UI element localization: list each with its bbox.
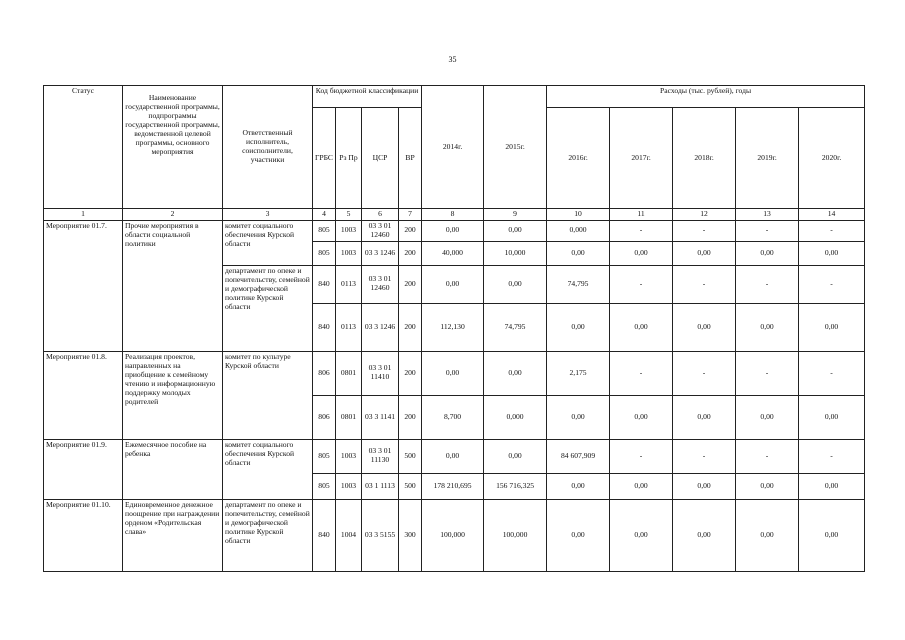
expense-value-cell: 178 210,695 bbox=[422, 473, 484, 499]
header-code: Код бюджетной классификации bbox=[313, 86, 422, 108]
expense-value-cell: - bbox=[799, 220, 865, 241]
rzpr-cell: 1003 bbox=[336, 439, 362, 473]
expense-value-cell: 0,00 bbox=[547, 473, 610, 499]
expense-value-cell: - bbox=[673, 439, 736, 473]
rzpr-cell: 1003 bbox=[336, 220, 362, 241]
executor-cell: комитет по культуре Курской области bbox=[223, 351, 313, 439]
column-number: 11 bbox=[610, 209, 673, 221]
vr-cell: 200 bbox=[399, 220, 422, 241]
expense-value-cell: 74,795 bbox=[484, 303, 547, 351]
header-year-2015: 2015г. bbox=[484, 86, 547, 209]
expense-value-cell: 0,00 bbox=[673, 499, 736, 571]
expense-value-cell: - bbox=[799, 439, 865, 473]
table-row bbox=[44, 220, 865, 241]
budget-table bbox=[43, 85, 865, 572]
grbs-cell: 806 bbox=[313, 395, 336, 439]
header-year-2020: 2020г. bbox=[799, 108, 865, 209]
csr-cell: 03 3 01 12460 bbox=[362, 220, 399, 241]
csr-cell: 03 3 01 11410 bbox=[362, 351, 399, 395]
expense-value-cell: 0,00 bbox=[799, 499, 865, 571]
expense-value-cell: 0,00 bbox=[422, 351, 484, 395]
expense-value-cell: 84 607,909 bbox=[547, 439, 610, 473]
header-year-2017: 2017г. bbox=[610, 108, 673, 209]
executor-cell: департамент по опеке и попечительству, семейной и демографической политике Курской области bbox=[223, 499, 313, 571]
expense-value-cell: 0,00 bbox=[422, 265, 484, 303]
grbs-cell: 805 bbox=[313, 241, 336, 265]
rzpr-cell: 1004 bbox=[336, 499, 362, 571]
column-number: 14 bbox=[799, 209, 865, 221]
grbs-cell: 805 bbox=[313, 473, 336, 499]
expense-value-cell: 0,00 bbox=[422, 439, 484, 473]
expense-value-cell: 0,00 bbox=[673, 241, 736, 265]
program-name-cell: Реализация проектов, направленных на приобщение к семейному чтению и информационную поддержку молодых родителей bbox=[123, 351, 223, 439]
header-vr: ВР bbox=[399, 108, 422, 209]
expense-value-cell: 0,00 bbox=[799, 241, 865, 265]
column-number: 4 bbox=[313, 209, 336, 221]
expense-value-cell: 0,000 bbox=[547, 220, 610, 241]
rzpr-cell: 0801 bbox=[336, 351, 362, 395]
program-name-cell: Единовременное денежное поощрение при награждении орденом «Родительская слава» bbox=[123, 499, 223, 571]
header-expenses: Расходы (тыс. рублей), годы bbox=[547, 86, 865, 108]
csr-cell: 03 3 5155 bbox=[362, 499, 399, 571]
expense-value-cell: 0,00 bbox=[673, 395, 736, 439]
grbs-cell: 840 bbox=[313, 499, 336, 571]
table-row bbox=[44, 439, 865, 473]
csr-cell: 03 3 01 11130 bbox=[362, 439, 399, 473]
vr-cell: 500 bbox=[399, 473, 422, 499]
rzpr-cell: 0113 bbox=[336, 265, 362, 303]
program-name-cell: Ежемесячное пособие на ребенка bbox=[123, 439, 223, 499]
table-row bbox=[44, 499, 865, 571]
vr-cell: 200 bbox=[399, 395, 422, 439]
rzpr-cell: 1003 bbox=[336, 241, 362, 265]
expense-value-cell: - bbox=[673, 220, 736, 241]
grbs-cell: 806 bbox=[313, 351, 336, 395]
expense-value-cell: 10,000 bbox=[484, 241, 547, 265]
expense-value-cell: 0,00 bbox=[799, 473, 865, 499]
expense-value-cell: - bbox=[799, 265, 865, 303]
header-grbs: ГРБС bbox=[313, 108, 336, 209]
expense-value-cell: 100,000 bbox=[422, 499, 484, 571]
expense-value-cell: 0,00 bbox=[799, 395, 865, 439]
vr-cell: 200 bbox=[399, 351, 422, 395]
expense-value-cell: 0,00 bbox=[547, 303, 610, 351]
header-year-2018: 2018г. bbox=[673, 108, 736, 209]
status-cell: Мероприятие 01.7. bbox=[44, 220, 123, 351]
expense-value-cell: 0,00 bbox=[610, 499, 673, 571]
grbs-cell: 840 bbox=[313, 303, 336, 351]
expense-value-cell: 0,00 bbox=[484, 351, 547, 395]
rzpr-cell: 0113 bbox=[336, 303, 362, 351]
expense-value-cell: - bbox=[610, 439, 673, 473]
csr-cell: 03 1 1113 bbox=[362, 473, 399, 499]
expense-value-cell: - bbox=[736, 265, 799, 303]
executor-cell: департамент по опеке и попечительству, семейной и демографической политике Курской области bbox=[223, 265, 313, 351]
column-number: 9 bbox=[484, 209, 547, 221]
expense-value-cell: 0,00 bbox=[736, 241, 799, 265]
grbs-cell: 840 bbox=[313, 265, 336, 303]
vr-cell: 200 bbox=[399, 303, 422, 351]
expense-value-cell: 0,00 bbox=[484, 220, 547, 241]
expense-value-cell: - bbox=[673, 265, 736, 303]
expense-value-cell: 0,00 bbox=[610, 241, 673, 265]
header-year-2014: 2014г. bbox=[422, 86, 484, 209]
column-number-row bbox=[44, 209, 865, 221]
status-cell: Мероприятие 01.9. bbox=[44, 439, 123, 499]
expense-value-cell: 0,00 bbox=[736, 473, 799, 499]
grbs-cell: 805 bbox=[313, 220, 336, 241]
expense-value-cell: - bbox=[673, 351, 736, 395]
expense-value-cell: - bbox=[610, 265, 673, 303]
table-row bbox=[44, 351, 865, 395]
expense-value-cell: 0,00 bbox=[484, 265, 547, 303]
expense-value-cell: - bbox=[610, 351, 673, 395]
expense-value-cell: 0,000 bbox=[484, 395, 547, 439]
column-number: 3 bbox=[223, 209, 313, 221]
expense-value-cell: 40,000 bbox=[422, 241, 484, 265]
csr-cell: 03 3 1141 bbox=[362, 395, 399, 439]
vr-cell: 300 bbox=[399, 499, 422, 571]
expense-value-cell: 2,175 bbox=[547, 351, 610, 395]
expense-value-cell: 0,00 bbox=[799, 303, 865, 351]
expense-value-cell: 0,00 bbox=[736, 303, 799, 351]
expense-value-cell: 112,130 bbox=[422, 303, 484, 351]
expense-value-cell: - bbox=[610, 220, 673, 241]
executor-cell: комитет социального обеспечения Курской области bbox=[223, 439, 313, 499]
vr-cell: 200 bbox=[399, 265, 422, 303]
header-status: Статус bbox=[44, 86, 123, 209]
column-number: 1 bbox=[44, 209, 123, 221]
expense-value-cell: - bbox=[736, 220, 799, 241]
status-cell: Мероприятие 01.10. bbox=[44, 499, 123, 571]
header-rzpr: Рз Пр bbox=[336, 108, 362, 209]
header-year-2019: 2019г. bbox=[736, 108, 799, 209]
expense-value-cell: 8,700 bbox=[422, 395, 484, 439]
expense-value-cell: - bbox=[736, 351, 799, 395]
rzpr-cell: 1003 bbox=[336, 473, 362, 499]
column-number: 10 bbox=[547, 209, 610, 221]
expense-value-cell: 0,00 bbox=[610, 395, 673, 439]
csr-cell: 03 3 01 12460 bbox=[362, 265, 399, 303]
expense-value-cell: 156 716,325 bbox=[484, 473, 547, 499]
expense-value-cell: 0,00 bbox=[547, 241, 610, 265]
expense-value-cell: 0,00 bbox=[673, 473, 736, 499]
expense-value-cell: 0,00 bbox=[610, 303, 673, 351]
rzpr-cell: 0801 bbox=[336, 395, 362, 439]
column-number: 13 bbox=[736, 209, 799, 221]
expense-value-cell: 0,00 bbox=[547, 499, 610, 571]
expense-value-cell: 0,00 bbox=[547, 395, 610, 439]
vr-cell: 500 bbox=[399, 439, 422, 473]
expense-value-cell: - bbox=[736, 439, 799, 473]
column-number: 5 bbox=[336, 209, 362, 221]
csr-cell: 03 3 1246 bbox=[362, 303, 399, 351]
expense-value-cell: 0,00 bbox=[673, 303, 736, 351]
vr-cell: 200 bbox=[399, 241, 422, 265]
grbs-cell: 805 bbox=[313, 439, 336, 473]
expense-value-cell: 100,000 bbox=[484, 499, 547, 571]
expense-value-cell: 0,00 bbox=[736, 499, 799, 571]
column-number: 8 bbox=[422, 209, 484, 221]
expense-value-cell: 0,00 bbox=[422, 220, 484, 241]
executor-cell: комитет социального обеспечения Курской области bbox=[223, 220, 313, 265]
column-number: 6 bbox=[362, 209, 399, 221]
expense-value-cell: 0,00 bbox=[484, 439, 547, 473]
page-number: 35 bbox=[448, 55, 457, 64]
column-number: 7 bbox=[399, 209, 422, 221]
header-year-2016: 2016г. bbox=[547, 108, 610, 209]
header-csr: ЦСР bbox=[362, 108, 399, 209]
expense-value-cell: 0,00 bbox=[610, 473, 673, 499]
expense-value-cell: - bbox=[799, 351, 865, 395]
expense-value-cell: 0,00 bbox=[736, 395, 799, 439]
program-name-cell: Прочие мероприятия в области социальной политики bbox=[123, 220, 223, 351]
column-number: 12 bbox=[673, 209, 736, 221]
column-number: 2 bbox=[123, 209, 223, 221]
csr-cell: 03 3 1246 bbox=[362, 241, 399, 265]
header-name: Наименование государственной программы, подпрограммы государственной программы, ведомственной целевой программы, основного мероприятия bbox=[123, 86, 223, 209]
expense-value-cell: 74,795 bbox=[547, 265, 610, 303]
status-cell: Мероприятие 01.8. bbox=[44, 351, 123, 439]
header-executor: Ответственный исполнитель, соисполнители, участники bbox=[223, 86, 313, 209]
